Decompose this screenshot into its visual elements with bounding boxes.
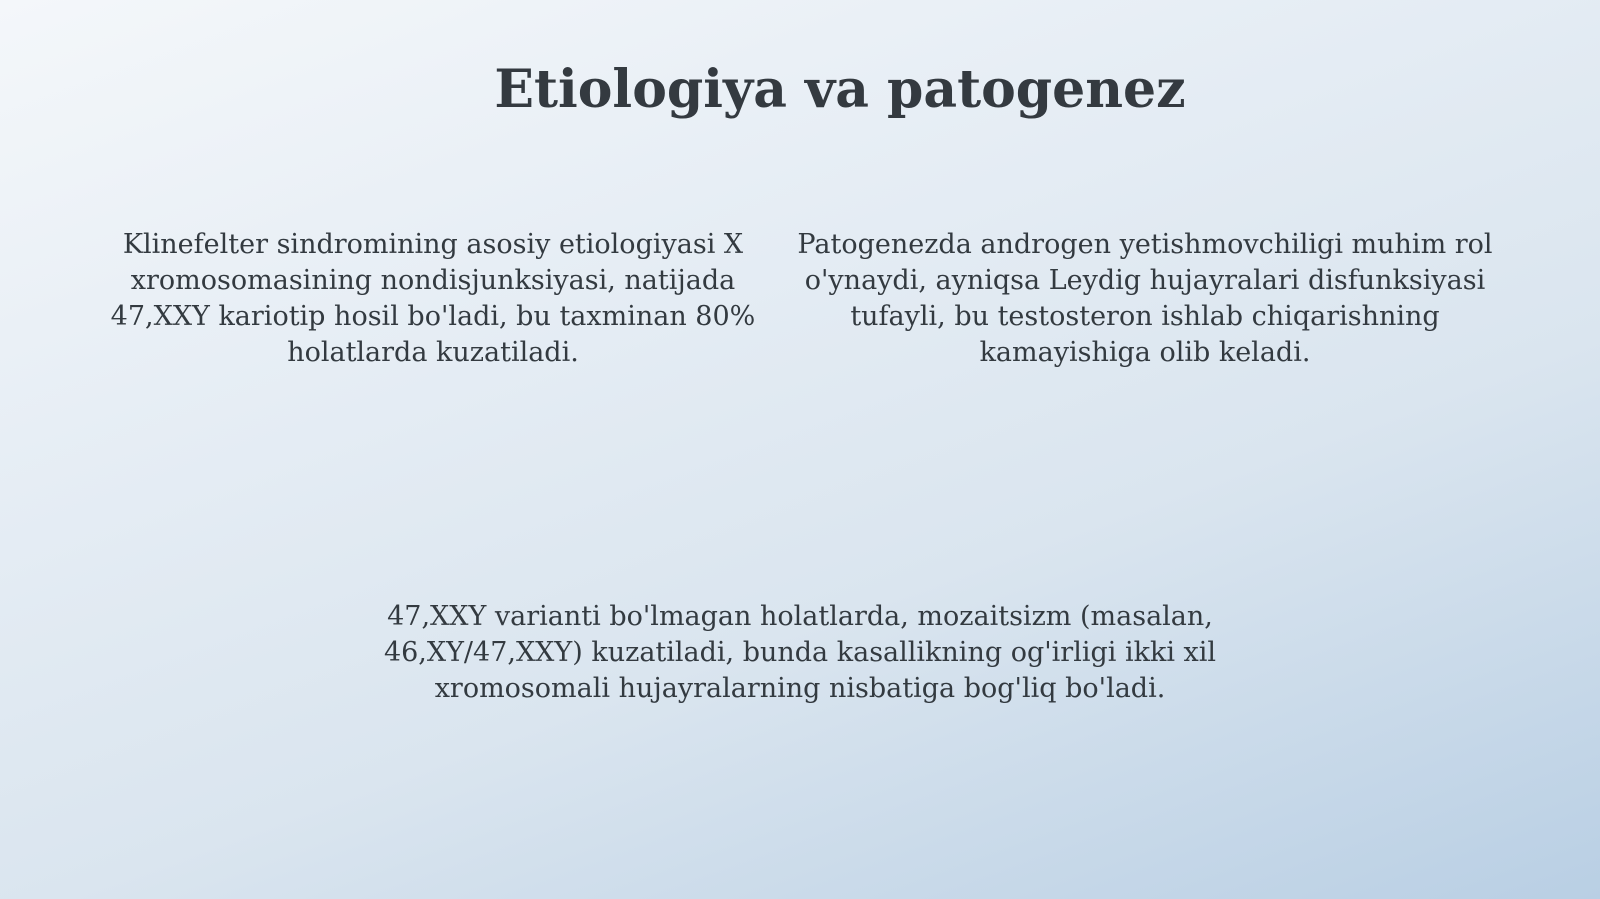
mosaicism-paragraph: 47,XXY varianti bo'lmagan holatlarda, mozaitsizm (masalan, 46,XY/47,XXY) kuzatiladi, bunda kasallikning og'irligi ikki xil xromosomali hujayralarning nisbatiga bog'liq bo'ladi. [383,601,1217,704]
etiology-paragraph: Klinefelter sindromining asosiy etiologiyasi X xromosomasining nondisjunksiyasi, natijada 47,XXY kariotip hosil bo'ladi, bu taxminan 80% holatlarda kuzatiladi. [110,229,756,368]
slide-title: Etiologiya va patogenez [494,59,1186,120]
pathogenesis-paragraph: Patogenezda androgen yetishmovchiligi muhim rol o'ynaydi, ayniqsa Leydig hujayralari disfunksiyasi tufayli, bu testosteron ishlab chiqarishning kamayishiga olib keladi. [797,229,1493,368]
